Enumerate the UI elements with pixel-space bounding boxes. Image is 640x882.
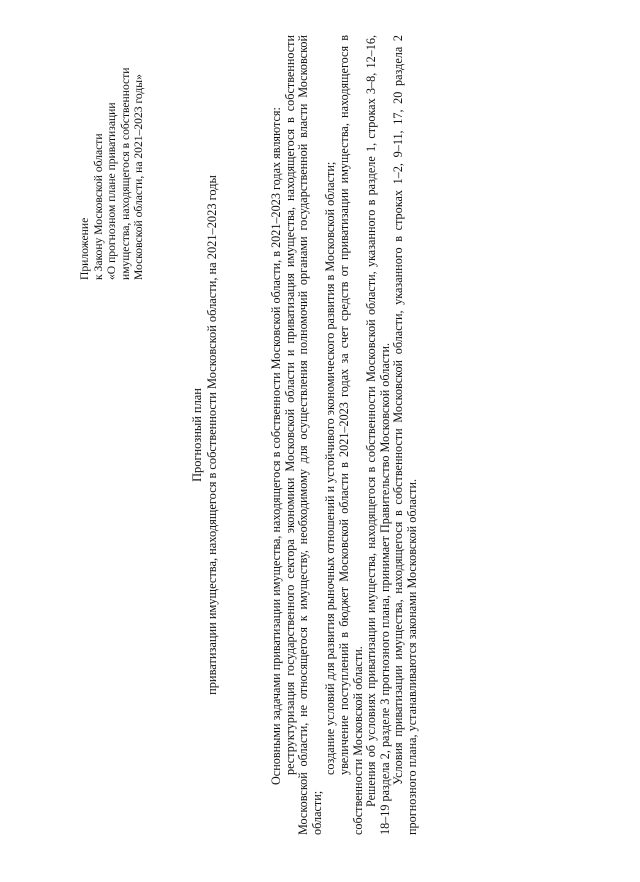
appendix-note bbox=[78, 35, 146, 280]
paragraph-task-2: создание условий для развития рыночных отношений и устойчивого экономического развития в Московской области; bbox=[323, 161, 338, 775]
title-subtitle: приватизации имущества, находящегося в собственности Московской области, на 2021–2023 годы bbox=[205, 175, 219, 695]
appendix-line: к Закону Московской области bbox=[91, 133, 105, 280]
appendix-line: Московской области, на 2021–2023 годы» bbox=[132, 74, 145, 280]
paragraph-task-1: реструктуризация государственного сектора экономики Московской области и приватизация имущества, находящегося в собственности Московской области, не относящегося к имуществу, необходимому для осуществления полномочий органами государственной власти Московской области; bbox=[282, 35, 324, 835]
appendix-line: «О прогнозном плане приватизации bbox=[105, 102, 118, 280]
paragraph-intro: Основными задачами приватизации имущества, находящегося в собственности Московской области, в 2021–2023 годах являются: bbox=[269, 107, 283, 785]
paragraph-decisions: Решения об условиях приватизации имущества, находящегося в собственности Московской области, указанного в разделе 1, строках 3–8, 12–16, 18–19 раздела 2, разделе 3 прогнозного плана, принимает Правительство Московской области. bbox=[364, 35, 392, 835]
document-page bbox=[70, 35, 500, 835]
document-body bbox=[270, 35, 420, 835]
document-title bbox=[190, 35, 220, 835]
appendix-line: Приложение bbox=[78, 217, 91, 280]
title-main: Прогнозный план bbox=[190, 388, 204, 482]
paragraph-task-3: увеличение поступлений в бюджет Московской области в 2021–2023 годах за счет средств от приватизации имущества, находящегося в собственности Московской области. bbox=[336, 35, 365, 835]
paragraph-conditions: Условия приватизации имущества, находящегося в собственности Московской области, указанного в строках 1–2, 9–11, 17, 20 раздела 2 прогнозного плана, устанавливаются законами Московской области. bbox=[391, 35, 419, 835]
appendix-line: имущества, находящегося в собственности bbox=[118, 67, 132, 280]
